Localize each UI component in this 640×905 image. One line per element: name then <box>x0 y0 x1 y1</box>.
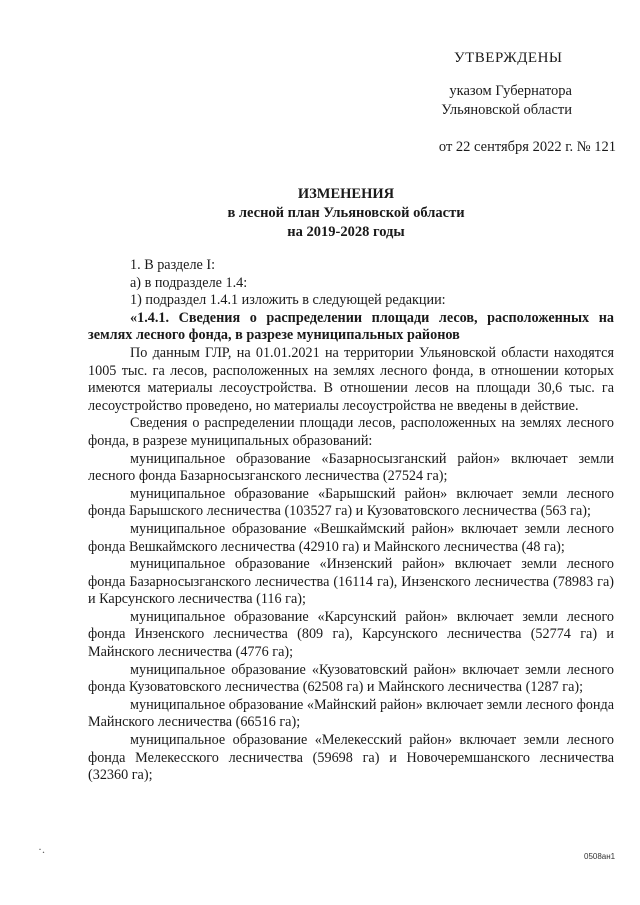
paragraph: а) в подразделе 1.4: <box>130 274 248 291</box>
paragraph: муниципальное образование «Инзенский район» включает земли лесного фонда Базарносызганского лесничества (16114 га), Инзенского лесничества (78983 га) и Карсунского лесничества (116 га); <box>88 556 614 608</box>
document-period: на 2019-2028 годы <box>287 224 405 240</box>
scan-mark: ·. <box>38 842 45 856</box>
paragraph: 1. В разделе I: <box>130 257 216 273</box>
paragraph: муниципальное образование «Карсунский район» включает земли лесного фонда Инзенского лесничества (809 га), Карсунского лесничества (52774 га) и Майнского лесничества (4776 га); <box>88 608 614 661</box>
paragraph: муниципальное образование «Майнский район» включает земли лесного фонда Майнского лесничества (66516 га); <box>88 696 614 731</box>
document-title: ИЗМЕНЕНИЯ <box>297 186 395 202</box>
paragraph: муниципальное образование «Мелекесский район» включает земли лесного фонда Мелекесского лесничества (59698 га) и Новочеремшанского лесничества (32360 га); <box>88 732 614 784</box>
paragraph: 1) подраздел 1.4.1 изложить в следующей редакции: <box>130 292 446 309</box>
document-subtitle: в лесной план Ульяновской области <box>227 205 465 221</box>
paragraph: муниципальное образование «Кузоватовский район» включает земли лесного фонда Кузоватовского лесничества (62508 га) и Майнского лесничества (1287 га); <box>88 661 614 696</box>
paragraph: По данным ГЛР, на 01.01.2021 на территории Ульяновской области находятся 1005 тыс. га лесов, расположенных на землях лесного фонда, в отношении которых имеются материалы лесоустройства. В отношении лесов на площади 30,6 тыс. га лесоустройство проведено, но материалы лесоустройства не введены в действие. <box>88 344 614 414</box>
paragraph: муниципальное образование «Вешкаймский район» включает земли лесного фонда Вешкаймского лесничества (42910 га) и Майнского лесничества (48 га); <box>88 520 614 555</box>
section-heading: «1.4.1. Сведения о распределении площади лесов, расположенных на землях лесного фонда, в разрезе муниципальных районов <box>88 309 614 344</box>
paragraph: муниципальное образование «Базарносызганский район» включает земли лесного фонда Базарносызганского лесничества (27524 га); <box>88 450 614 485</box>
approval-region-line: Ульяновской области <box>441 102 572 118</box>
document-body <box>88 257 614 785</box>
document-code: 0508ан1 <box>584 852 616 861</box>
approval-decree-line: указом Губернатора <box>449 83 572 99</box>
paragraph: Сведения о распределении площади лесов, расположенных на землях лесного фонда, в разрезе муниципальных образований: <box>88 415 614 449</box>
approval-heading: УТВЕРЖДЕНЫ <box>454 50 563 66</box>
paragraph: муниципальное образование «Барышский район» включает земли лесного фонда Барышского лесничества (103527 га) и Кузоватовского лесничества (563 га); <box>88 485 614 520</box>
approval-date: от 22 сентября 2022 г. № 121 <box>438 139 616 155</box>
